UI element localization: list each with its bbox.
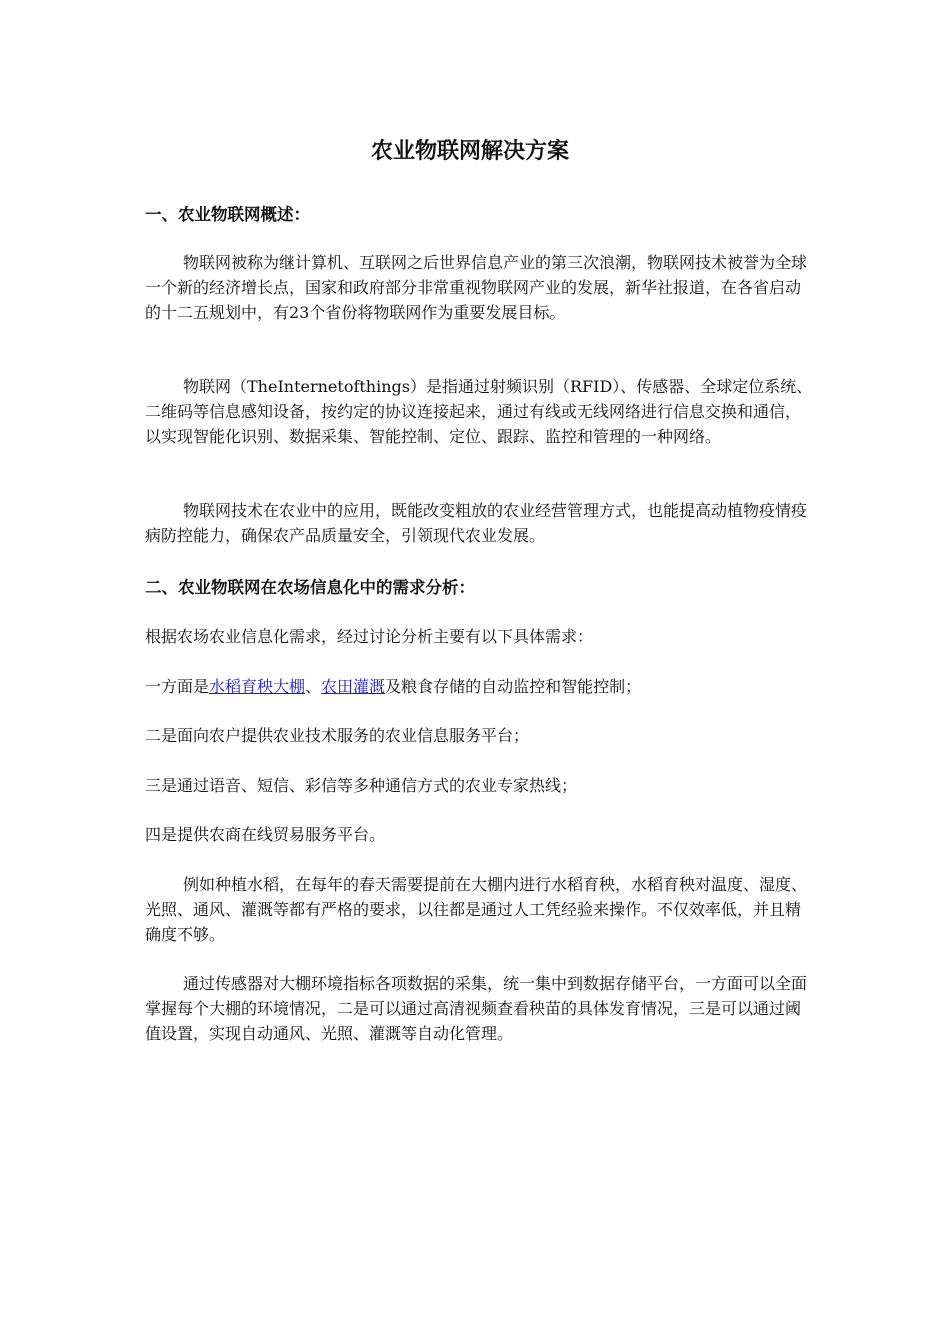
- section2-intro: 根据农场农业信息化需求，经过讨论分析主要有以下具体需求：: [145, 627, 594, 646]
- section1-paragraph-3: 物联网技术在农业中的应用，既能改变粗放的农业经营管理方式，也能提高动植物疫情疫病防控能力，确保农产品质量安全，引领现代农业发展。: [145, 501, 808, 545]
- document-title: 农业物联网解决方案: [370, 139, 569, 164]
- section2-paragraph-2: 通过传感器对大棚环境指标各项数据的采集，统一集中到数据存储平台，一方面可以全面掌握每个大棚的环境情况，二是可以通过高清视频查看秧苗的具体发育情况，三是可以通过阈值设置，实现自动通风、光照、灌溉等自动化管理。: [145, 974, 808, 1043]
- requirement-item-4: 四是提供农商在线贸易服务平台。: [145, 825, 386, 844]
- requirement-item-3: 三是通过语音、短信、彩信等多种通信方式的农业专家热线；: [145, 776, 578, 795]
- section2-paragraph-1: 例如种植水稻，在每年的春天需要提前在大棚内进行水稻育秧，水稻育秧对温度、湿度、光照、通风、灌溉等都有严格的要求，以往都是通过人工凭经验来操作。不仅效率低，并且精确度不够。: [145, 875, 808, 944]
- requirement-item-1-prefix: 一方面是: [145, 677, 210, 696]
- requirement-item-2: 二是面向农户提供农业技术服务的农业信息服务平台；: [145, 726, 530, 745]
- document-page: [145, 0, 815, 1344]
- section1-heading: 一、农业物联网概述：: [145, 205, 310, 224]
- rice-seedling-greenhouse-link[interactable]: 水稻育秧大棚: [209, 677, 306, 696]
- farmland-irrigation-link[interactable]: 农田灌溉: [321, 677, 386, 696]
- requirement-item-1-suffix: 及粮食存储的自动监控和智能控制；: [385, 677, 642, 696]
- section1-paragraph-2: 物联网（TheInternetofthings）是指通过射频识别（RFID）、传感器、全球定位系统、二维码等信息感知设备，按约定的协议连接起来，通过有线或无线网络进行信息交换和通信，以实现智能化识别、数据采集、智能控制、定位、跟踪、监控和管理的一种网络。: [145, 377, 813, 446]
- section1-paragraph-1: 物联网被称为继计算机、互联网之后世界信息产业的第三次浪潮，物联网技术被誉为全球一个新的经济增长点，国家和政府部分非常重视物联网产业的发展，新华社报道，在各省启动的十二五规划中，有23个省份将物联网作为重要发展目标。: [145, 253, 808, 322]
- requirement-item-1-separator: 、: [305, 677, 322, 696]
- requirement-item-1: [145, 674, 815, 699]
- section2-heading: 二、农业物联网在农场信息化中的需求分析：: [145, 578, 475, 597]
